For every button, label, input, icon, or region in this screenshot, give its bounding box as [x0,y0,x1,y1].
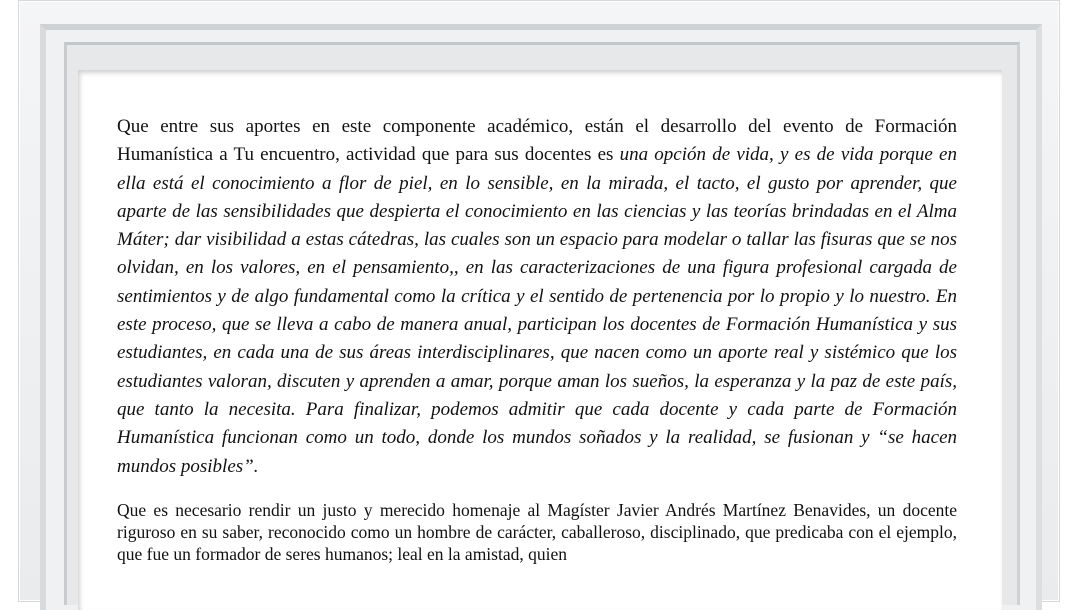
document-content [117,113,957,565]
paragraph-1 [117,113,957,481]
paragraph-2: Que es necesario rendir un justo y merecido homenaje al Magíster Javier Andrés Martínez Benavides, un docente riguroso en su saber, reconocido como un hombre de carácter, caballeroso, disciplinado, que predicaba con el ejemplo, que fue un formador de seres humanos; leal en la amistad, quien [117,499,957,564]
paragraph-1-plain: Que entre sus aportes en este componente académico, están el desarrollo del evento de Formación Humanística a Tu encuentro, actividad que para sus docentes es [117,116,957,166]
paragraph-1-italic: una opción de vida, y es de vida porque en ella está el conocimiento a flor de piel, en lo sensible, en la mirada, el tacto, el gusto por aprender, que aparte de las sensibilidades que despierta el conocimiento en las ciencias y las teorías brindadas en el Alma Máter; dar visibilidad a estas cátedras, las cuales son un espacio para modelar o tallar las fisuras que se nos olvidan, en los valores, en el pensamiento,, en las caracterizaciones de una figura profesional cargada de sentimientos y de algo fundamental como la crítica y el sentido de pertenencia por lo propio y lo nuestro. En este proceso, que se lleva a cabo de manera anual, participan los docentes de Formación Humanística y sus estudiantes, en cada una de sus áreas interdisciplinares, que nacen como un aporte real y sistémico que los estudiantes valoran, discuten y aprenden a amar, porque aman los sueños, la esperanza y la paz de este país, que tanto la necesita. Para finalizar, podemos admitir que cada docente y cada parte de Formación Humanística funcionan como un todo, donde los mundos soñados y la realidad, se fusionan y “se hacen mundos posibles”. [117,144,957,477]
